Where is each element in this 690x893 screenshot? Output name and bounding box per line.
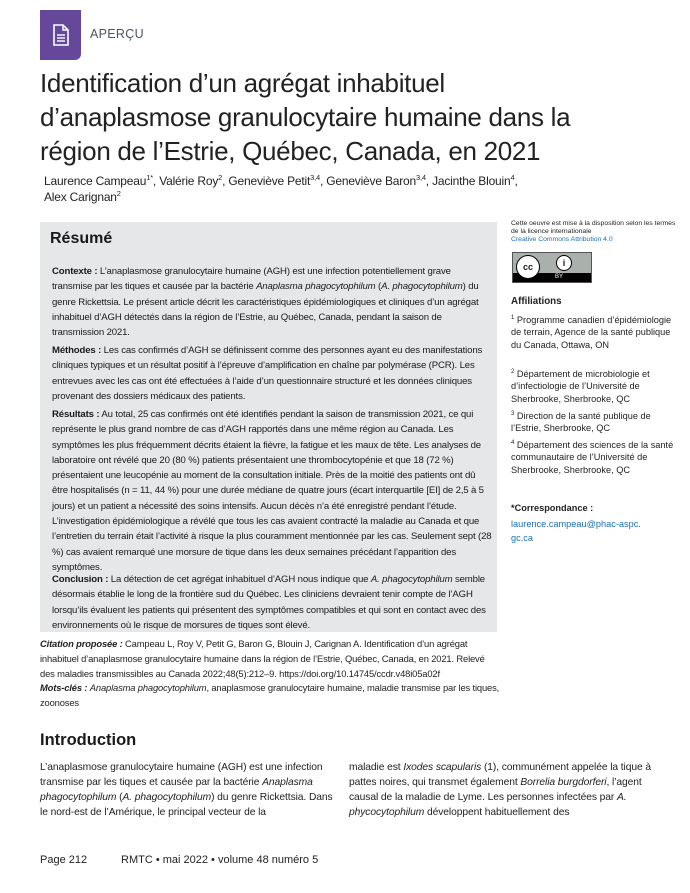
- journal-info: RMTC • mai 2022 • volume 48 numéro 5: [121, 854, 319, 866]
- document-icon: [52, 24, 70, 46]
- citation-label: Citation proposée :: [40, 638, 123, 649]
- abstract-contexte: [52, 264, 492, 340]
- author-line: [44, 189, 514, 205]
- cc-text: cc: [522, 262, 533, 272]
- email-part[interactable]: laurence.campeau@phac-aspc.: [511, 519, 641, 529]
- text: L’anaplasmose granulocytaire humaine (AGH) est une infection transmise par les tiques et causée par la bactérie: [40, 762, 323, 788]
- author-affil: 2: [116, 189, 121, 198]
- author-affil: 2: [218, 173, 223, 182]
- citation-text: Campeau L, Roy V, Petit G, Baron G, Blouin J, Carignan A. Identification d’un agrégat inhabituel d’anaplasmose granulocytaire humaine dans la région de l’Estrie, Québec, Canada, en 2021. Relevé des maladies transmissibles au Canada 2022;48(5):212–9. https://doi.org/10.14745/ccdr.v48i05a02f: [40, 638, 485, 679]
- text: ) du genre Rickettsia. Le présent article décrit les caractéristiques épidémiologiques et cliniques d’un agrégat inhabituel d’AGH détectés dans la région de l’Estrie, au Québec, Canada, pendant la saison de transmission 2021.: [52, 281, 479, 339]
- keyword-species: Anaplasma phagocytophilum: [89, 682, 207, 694]
- label: Contexte :: [52, 266, 98, 277]
- affiliation-item: [511, 368, 676, 405]
- cc-by-badge[interactable]: [512, 252, 592, 283]
- label: Méthodes :: [52, 345, 102, 356]
- affil-text: Programme canadien d’épidémiologie de terrain, Agence de la santé publique du Canada, Ottawa, ON: [511, 315, 672, 350]
- text: Au total, 25 cas confirmés ont été identifiés pendant la saison de transmission 2021, ce qui représente le plus grand nombre de cas d’AGH rapportés dans une même région au Canada. Les symptômes les plus fréquemment décrits étaient la fièvre, la fatigue et les maux de tête. Les analyses de laboratoire ont révélé que 20 (80 %) patients présentaient une thrombocytopénie et que 18 (72 %) présentaient une leucopénie au moment de la consultation initiale. Près de la moitié des patients ont dû être hospitalisés (n = 11, 44 %) pour une durée médiane de quatre jours (écart interquartile [EI] de 2,5 à 5 jours) et un patient a nécessité des soins intensifs. Aucun décès n’a été enregistré pendant l’étude. L’investigation épidémiologique a révélé que tous les cas avaient contracté la maladie au Canada et que l’entretien du terrain était l’activité à risque la plus couramment mentionnée par les cas. Seulement sept (28 %) cas avaient remarqué une morsure de tique dans les deux semaines précédant l’apparition des symptômes.: [52, 409, 492, 573]
- abstract-methodes: [52, 343, 492, 404]
- text: maladie est: [349, 762, 404, 773]
- text: (1), communément appelée la tique à pattes noires, qui transmet également: [349, 762, 652, 788]
- affiliation-item: [511, 410, 676, 435]
- species: A. phagocytophilum: [370, 574, 453, 585]
- affil-num: 4: [511, 439, 515, 446]
- affiliation-item: [511, 314, 676, 351]
- text: La détection de cet agrégat inhabituel d’AGH nous indique que: [108, 574, 371, 585]
- species: Borrelia burgdorferi: [520, 777, 607, 788]
- species: A. phagocytophilum: [381, 281, 463, 293]
- cc-icon: [516, 255, 540, 279]
- author: Geneviève Petit: [228, 174, 311, 188]
- species: Anaplasma phagocytophilum: [256, 281, 376, 293]
- page-number: Page 212: [40, 854, 88, 866]
- by-text: BY: [555, 274, 564, 280]
- citation-block: [40, 637, 500, 711]
- correspondence-email[interactable]: [511, 517, 681, 545]
- affil-num: 1: [511, 314, 515, 321]
- title-line: Identification d’un agrégat inhabituel: [40, 68, 445, 98]
- intro-column-right: [349, 760, 669, 820]
- author-affil: 3,4: [310, 173, 320, 182]
- text: (: [375, 281, 382, 293]
- by-person-icon: i: [556, 255, 572, 271]
- keywords-text: , anaplasmose granulocytaire humaine, maladie transmise par les tiques, zoonoses: [40, 682, 500, 709]
- author: Laurence Campeau: [44, 174, 147, 188]
- introduction-heading: Introduction: [40, 731, 137, 749]
- author-line: Laurence Campeau$^{1*}$, Valérie Roy$^2$, Geneviève Petit$^{3,4}$, Geneviève Baron$^{3,4}$, Jacinthe Blouin$^4$,: [44, 173, 518, 188]
- author: Jacinthe Blouin: [432, 174, 511, 188]
- section-icon-box: [40, 10, 81, 60]
- author: Alex Carignan: [44, 190, 117, 204]
- license-link[interactable]: Creative Commons Attribution 4.0: [511, 236, 613, 243]
- correspondence-label: *Correspondance :: [511, 503, 594, 513]
- text: ) du genre Rickettsia. Dans le nord-est de l’Amérique, le principal vecteur de la: [40, 792, 333, 818]
- affiliation-item: [511, 439, 676, 476]
- abstract-resultats: [52, 407, 492, 575]
- license-text: Cette oeuvre est mise à la disposition selon les termes de la licence internationale: [511, 220, 676, 235]
- affiliations-heading: Affiliations: [511, 296, 562, 307]
- author-affil: 4: [510, 173, 515, 182]
- license-note: [511, 220, 676, 244]
- text: (: [116, 792, 123, 803]
- intro-column-left: [40, 760, 340, 820]
- text: semble désormais établie le long de la frontière sud du Québec. Les cliniciens devraient tenir compte de l’AGH lorsqu’ils évaluent les patients qui présentent des symptômes compatibles et qui sont en contact avec des environnements où le risque de morsures de tiques sont élevé.: [52, 574, 486, 631]
- affil-text: Département des sciences de la santé communautaire de l’Université de Sherbrooke, Sherbrooke, QC: [511, 440, 674, 475]
- title-line: région de l’Estrie, Québec, Canada, en 2021: [40, 136, 541, 166]
- label: Résultats :: [52, 409, 100, 420]
- species: Anaplasma phagocytophilum: [40, 777, 313, 803]
- affil-text: Département de microbiologie et d’infectiologie de l’Université de Sherbrooke, Sherbrooke, QC: [511, 369, 650, 404]
- title-line: d’anaplasmose granulocytaire humaine dans la: [40, 102, 571, 132]
- text: L’anaplasmose granulocytaire humaine (AGH) est une infection potentiellement grave transmise par les tiques et causée par la bactérie: [52, 266, 451, 293]
- affil-num: 2: [511, 368, 515, 375]
- text: développent habituellement des: [424, 807, 570, 818]
- abstract-heading: Résumé: [50, 230, 113, 247]
- author-affil: 3,4: [415, 173, 426, 182]
- email-part[interactable]: gc.ca: [511, 533, 533, 543]
- abstract-conclusion: [52, 572, 492, 633]
- author: Geneviève Baron: [326, 174, 416, 188]
- affil-text: Direction de la santé publique de l’Estrie, Sherbrooke, QC: [511, 411, 651, 434]
- abstract-box: [40, 222, 497, 632]
- species: Ixodes scapularis: [403, 762, 482, 773]
- label: Conclusion :: [52, 574, 109, 585]
- species: A. phycocytophilum: [349, 792, 627, 818]
- text: , l’agent causal de la maladie de Lyme. Les personnes infectées par: [349, 777, 642, 803]
- text: Les cas confirmés d’AGH se définissent comme des personnes ayant eu des manifestations cliniques typiques et un résultat positif à l’épreuve d’amplification en chaîne par polymérase (PCR). Les entrevues avec les cas ont été effectuées à l’aide d’un questionnaire structuré et les données cliniques provenant des dossiers médicaux des patients.: [52, 345, 483, 402]
- species: A. phagocytophilum: [122, 792, 212, 803]
- affil-num: 3: [511, 410, 515, 417]
- article-title: [40, 66, 670, 168]
- author-affil: 1*: [146, 173, 153, 182]
- section-label: APERÇU: [90, 27, 144, 41]
- author-list: [44, 173, 518, 205]
- author: Valérie Roy: [159, 174, 219, 188]
- keywords-label: Mots-clés :: [40, 682, 88, 694]
